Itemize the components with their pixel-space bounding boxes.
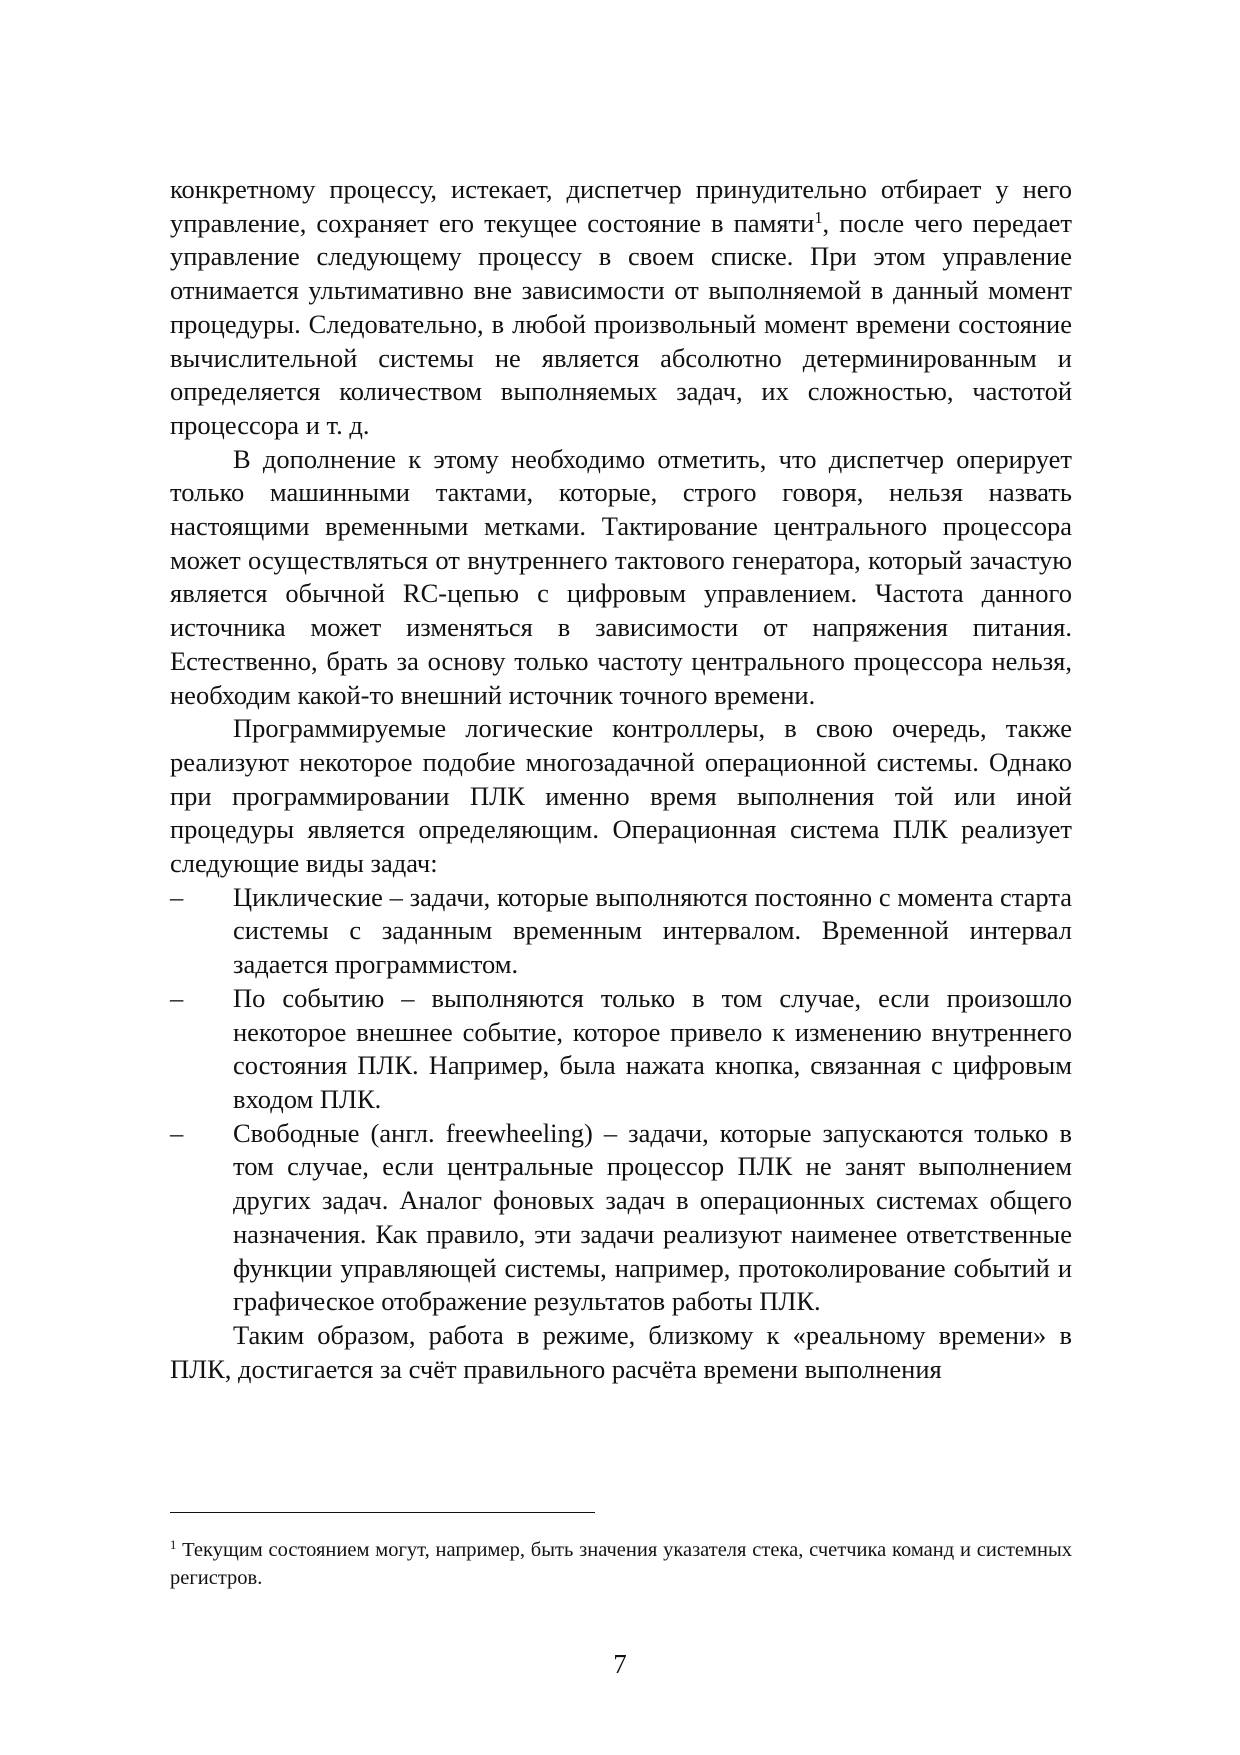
footnote-separator bbox=[170, 1512, 595, 1513]
footnote-reference: 1 bbox=[814, 207, 823, 227]
list-item-freewheeling bbox=[170, 1117, 1072, 1319]
paragraph-4: Таким образом, работа в режиме, близкому к «реальному времени» в ПЛК, достигается за счёт правильного расчёта времени выполнения bbox=[170, 1319, 1072, 1384]
list-item-text: Свободные (англ. freewheeling) – задачи, которые запускаются только в том случае, если центральные процессор ПЛК не занят выполнением других задач. Аналог фоновых задач в операционных системах общего назначения. Как правило, эти задачи реализуют наименее ответственные функции управляющей системы, например, протоколирование событий и графическое отображение результатов работы ПЛК. bbox=[233, 1117, 1072, 1317]
dash-bullet: – bbox=[170, 881, 184, 912]
task-types-list bbox=[170, 881, 1072, 1319]
dash-bullet: – bbox=[170, 982, 184, 1013]
footnote bbox=[170, 1536, 1072, 1592]
dash-bullet: – bbox=[170, 1117, 184, 1148]
footnote-text: Текущим состоянием могут, например, быть значения указателя стека, счетчика команд и системных регистров. bbox=[170, 1539, 1072, 1589]
page-number: 7 bbox=[613, 1649, 627, 1679]
paragraph-1-text-a: конкретному процессу, истекает, диспетчер принудительно отбирает у него управление, сохраняет его текущее состояние в памяти bbox=[170, 174, 1072, 238]
paragraph-3: Программируемые логические контроллеры, в свою очередь, также реализуют некоторое подобие многозадачной операционной системы. Однако при программировании ПЛК именно время выполнения той или иной процедуры является определяющим. Операционная система ПЛК реализует следующие виды задач: bbox=[170, 713, 1072, 879]
list-item-event bbox=[170, 982, 1072, 1117]
list-item-text: По событию – выполняются только в том случае, если произошло некоторое внешнее событие, которое привело к изменению внутреннего состояния ПЛК. Например, была нажата кнопка, связанная с цифровым входом ПЛК. bbox=[233, 982, 1072, 1114]
footnote-marker: 1 bbox=[170, 1538, 177, 1553]
list-item-cyclic bbox=[170, 881, 1072, 982]
body-text bbox=[170, 173, 1072, 1386]
list-item-text: Циклические – задачи, которые выполняются постоянно с момента старта системы с заданным временным интервалом. Временной интервал задается программистом. bbox=[233, 881, 1072, 980]
paragraph-1-text-b: , после чего передает управление следующему процессу в своем списке. При этом управление отнимается ультимативно вне зависимости от выполняемой в данный момент процедуры. Следовательно, в любой произвольный момент времени состояние вычислительной системы не является абсолютно детерминированным и определяется количеством выполняемых задач, их сложностью, частотой процессора и т. д. bbox=[170, 207, 1072, 440]
paragraph-2: В дополнение к этому необходимо отметить, что диспетчер оперирует только машинными тактами, которые, строго говоря, нельзя назвать настоящими временными метками. Тактирование центрального процессора может осуществляться от внутреннего тактового генератора, который зачастую является обычной RC-цепью с цифровым управлением. Частота данного источника может изменяться в зависимости от напряжения питания. Естественно, брать за основу только частоту центрального процессора нельзя, необходим какой-то внешний источник точного времени. bbox=[170, 443, 1072, 710]
paragraph-1 bbox=[170, 173, 1072, 443]
